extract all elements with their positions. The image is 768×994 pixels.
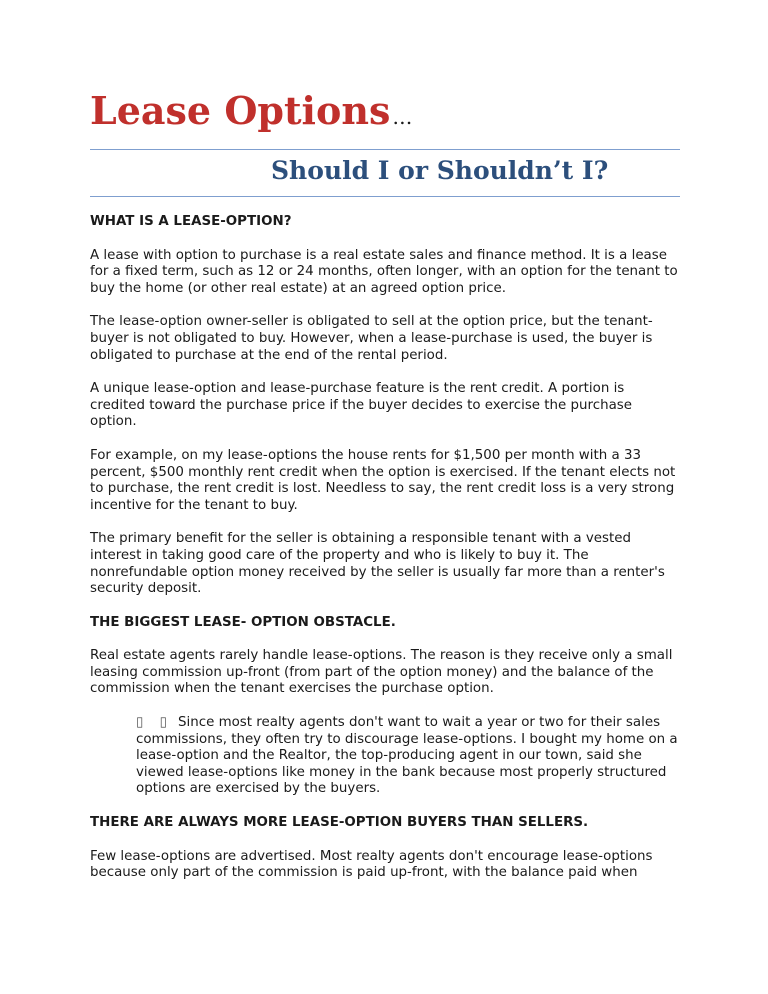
title-rule-bottom [90, 196, 680, 197]
paragraph: For example, on my lease-options the house rents for $1,500 per month with a 33 percent, $500 monthly rent credit when the option is exercised. If the tenant elects not to purchase, the rent credit is lost. Needless to say, the rent credit loss is a very strong incentive for the tenant to buy. [90, 447, 676, 513]
paragraph: A unique lease-option and lease-purchase feature is the rent credit. A portion is credited toward the purchase price if the buyer decides to exercise the purchase option. [90, 381, 632, 430]
section-heading: WHAT IS A LEASE-OPTION? [90, 214, 292, 229]
paragraph: Real estate agents rarely handle lease-options. The reason is they receive only a small leasing commission up-front (from part of the option money) and the balance of the commission when the tenant exercises the purchase option. [90, 648, 673, 697]
title-rule-top [90, 149, 680, 150]
paragraph: The primary benefit for the seller is obtaining a responsible tenant with a vested interest in taking good care of the property and who is likely to buy it. The nonrefundable option money received by the seller is usually far more than a renter's security deposit. [90, 531, 665, 597]
bullet-glyph-icon: ▯ ▯ [136, 715, 173, 731]
paragraph: A lease with option to purchase is a real estate sales and finance method. It is a lease for a fixed term, such as 12 or 24 months, often longer, with an option for the tenant to buy the home (or other real estate) at an agreed option price. [90, 247, 678, 296]
paragraph: The lease-option owner-seller is obligated to sell at the option price, but the tenant-buyer is not obligated to buy. However, when a lease-purchase is used, the buyer is obligated to purchase at the end of the rental period. [90, 314, 653, 363]
section-heading: THERE ARE ALWAYS MORE LEASE-OPTION BUYERS THAN SELLERS. [90, 815, 589, 831]
section-heading: THE BIGGEST LEASE- OPTION OBSTACLE. [90, 614, 396, 630]
paragraph: Few lease-options are advertised. Most realty agents don't encourage lease-options because only part of the commission is paid up-front, with the balance paid when [90, 848, 653, 881]
indented-text: Since most realty agents don't want to wait a year or two for their sales commissions, they often try to discourage lease-options. I bought my home on a lease-option and the Realtor, the top-producing agent in our town, said she viewed lease-options like money in the bank because most properly structured options are exercised by the buyers. [136, 715, 678, 797]
title-text: Lease Options [90, 88, 391, 133]
document-subtitle: Should I or Shouldn’t I? [271, 156, 609, 185]
title-ellipsis: … [392, 105, 413, 129]
indented-paragraph [90, 715, 680, 798]
document-title [90, 88, 413, 133]
document-body [90, 214, 680, 899]
